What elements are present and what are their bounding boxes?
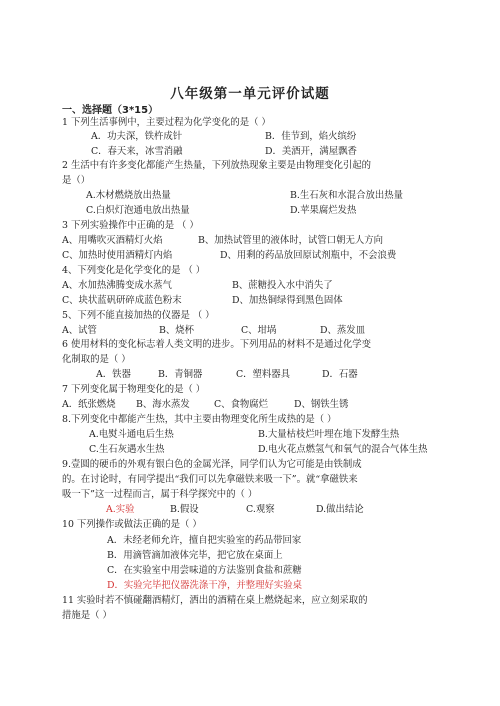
q1-option-b: B．佳节到，焰火缤纷 <box>265 131 357 142</box>
q11-stem-line1: 11 实验时若不慎碰翻酒精灯，洒出的酒精在桌上燃烧起来，应立刻采取的 <box>62 595 368 606</box>
q5-option-c: C、坩埚 <box>241 325 277 336</box>
q8-stem: 8.下列变化中都能产生热，其中主要由物理变化所生成热的是（ ） <box>62 414 337 425</box>
q7-option-d: D、钢铁生锈 <box>294 399 349 410</box>
q1-stem: 1 下列生活事例中，主要过程为化学变化的是（ ） <box>62 117 271 128</box>
q3-option-c: C、加热时使用酒精灯内焰 <box>62 250 173 261</box>
q1-option-d: D．美酒开，满屋飘香 <box>265 146 357 157</box>
page-title: 八年级第一单元评价试题 <box>170 86 330 102</box>
q10-option-d: D．实验完毕把仪器洗涤干净，并整理好实验桌 <box>107 580 303 591</box>
q8-option-d: D.电火花点燃氢气和氧气的混合气体生热 <box>258 444 428 455</box>
q7-option-b: B、海水蒸发 <box>136 399 190 410</box>
q9-option-a <box>106 503 135 516</box>
q10-option-a: A．未经老师允许，擅自把实验室的药品带回家 <box>107 535 302 546</box>
q4-option-a: A、水加热沸腾变成水蒸气 <box>62 280 172 291</box>
q1-option-c: C．春天来，冰雪消融 <box>91 146 183 157</box>
q6-option-b: B．青铜器 <box>158 369 203 380</box>
q2-option-c: C.白炽灯泡通电放出热量 <box>86 205 190 216</box>
q6-stem-line2: 化制取的是（ ） <box>62 354 131 365</box>
q5-stem: 5、下列不能直接加热的仪器是 （ ） <box>62 310 215 321</box>
q4-option-d: D、加热铜绿得到黑色固体 <box>232 295 343 306</box>
q1-option-a: A．功夫深，铁杵成针 <box>91 131 183 142</box>
q3-option-a: A、用嘴吹灭酒精灯火焰 <box>62 235 163 246</box>
q3-option-d: D、用剩的药品放回原试剂瓶中，不会浪费 <box>220 250 397 261</box>
q7-option-c: C、食物腐烂 <box>214 399 269 410</box>
q7-stem: 7 下列变化属于物理变化的是（ ） <box>62 384 206 395</box>
q10-option-c: C．在实验室中用尝味道的方法鉴别食盐和蔗糖 <box>107 565 302 576</box>
q2-stem-line1: 2 生活中有许多变化都能产生热量，下列放热现象主要是由物理变化引起的 <box>62 160 371 171</box>
q9-option-d: D.做出结论 <box>316 504 364 515</box>
q6-option-c: C．塑料器具 <box>236 369 291 380</box>
q10-stem: 10 下列操作或做法正确的是（ ） <box>62 519 202 530</box>
q9-option-c: C.观察 <box>246 504 275 515</box>
q6-stem-line1: 6 使用材料的变化标志着人类文明的进步。下列用品的材料不是通过化学变 <box>62 339 371 350</box>
q2-stem-line2: 是（） <box>62 175 91 186</box>
q6-option-a: A．铁器 <box>96 369 131 380</box>
section-heading: 一、选择题（3*15） <box>62 105 159 116</box>
q2-option-d: D.苹果腐烂发热 <box>290 205 357 216</box>
q8-option-b: B.大量枯枝烂叶埋在地下发酵生热 <box>258 429 400 440</box>
q9-stem-line2: 的。在讨论时，有同学提出“我们可以先拿磁铁来吸一下”。就“拿磁铁来 <box>62 474 358 485</box>
q9-option-a-label: A.实验 <box>106 504 135 515</box>
q5-option-b: B、烧杯 <box>159 325 195 336</box>
q11-stem-line2: 措施是（ ） <box>62 610 112 621</box>
q10-option-b: B．用滴管滴加液体完毕，把它放在桌面上 <box>107 550 283 561</box>
q4-option-b: B、蔗糖投入水中消失了 <box>232 280 333 291</box>
q5-option-a: A、试管 <box>62 325 97 336</box>
q3-option-b: B、加热试管里的液体时，试管口朝无人方向 <box>198 235 384 246</box>
q5-option-d: D、蒸发皿 <box>320 325 366 336</box>
q8-option-c: C.生石灰遇水生热 <box>89 444 165 455</box>
q9-option-b: B.假设 <box>170 504 199 515</box>
q2-option-b: B.生石灰和水混合放出热量 <box>290 190 403 201</box>
q2-option-a: A.木材燃烧放出热量 <box>86 190 171 201</box>
q9-stem-line1: 9.壹圆的硬币的外观有银白色的金属光泽，同学们认为它可能是由铁制成 <box>62 459 362 470</box>
q9-stem-line3: 吸一下”这一过程而言，属于科学探究中的（ ） <box>62 489 258 500</box>
q8-option-a: A.电熨斗通电后生热 <box>89 429 174 440</box>
q4-stem: 4、下列变化是化学变化的是 （ ） <box>62 265 206 276</box>
q7-option-a: A．纸张燃烧 <box>62 399 116 410</box>
q4-option-c: C、块状蓝矾研碎成蓝色粉末 <box>62 295 182 306</box>
q6-option-d: D．石器 <box>322 369 358 380</box>
q3-stem: 3 下列实验操作中正确的是 （ ） <box>62 220 199 231</box>
